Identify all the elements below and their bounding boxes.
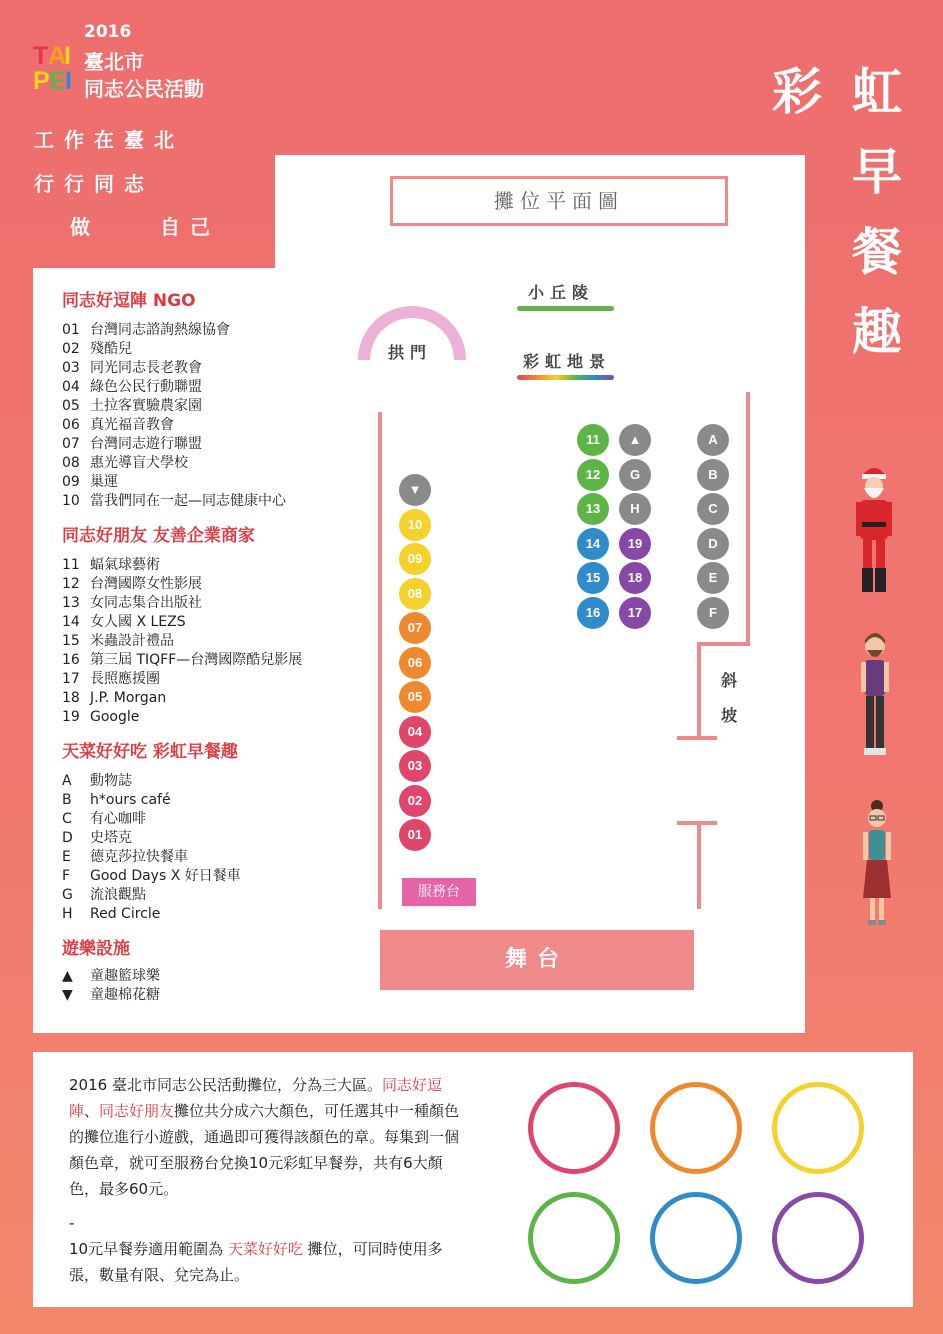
booth-marker: 07 [399, 612, 431, 644]
info-text: 2016 臺北市同志公民活動攤位，分為三大區。 [69, 1076, 382, 1094]
woman-figure-icon [857, 798, 897, 930]
legend-name: Google [90, 709, 140, 725]
left-wall [378, 412, 382, 909]
booth-marker: 10 [399, 509, 431, 541]
fun-list [62, 967, 362, 1005]
legend-code: 06 [62, 417, 80, 433]
ramp-wall [697, 642, 701, 738]
legend-code: ▲ [62, 968, 73, 984]
legend-code: 19 [62, 709, 80, 725]
booth-marker: 08 [399, 578, 431, 610]
legend-code: H [62, 906, 73, 922]
legend-item [62, 810, 362, 829]
legend-name: 長照應援團 [90, 671, 160, 687]
legend-name: 女人國 X LEZS [90, 614, 186, 630]
legend-item [62, 416, 362, 435]
legend-code: 17 [62, 671, 80, 687]
booth-marker: C [697, 493, 729, 525]
booth-marker: H [619, 493, 651, 525]
legend-item [62, 632, 362, 651]
info-paragraph-1 [69, 1072, 469, 1202]
legend-item [62, 689, 362, 708]
legend-name: Red Circle [90, 906, 161, 922]
info-text: 、 [84, 1102, 100, 1120]
info-text: 攤位共分成六大顏色，可任選其中一種顏色的攤位進行小遊戲，通過即可獲得該顏色的章。每集到一個顏色章，就可至服務台兌換10元彩虹早餐券，共有6大顏色，最多60元。 [69, 1102, 460, 1198]
legend-name: 巢運 [90, 474, 118, 490]
legend-item [62, 359, 362, 378]
title-char: 趣 [852, 303, 902, 361]
logo-letter: A [48, 42, 67, 70]
legend-name: 綠色公民行動聯盟 [90, 379, 202, 395]
booth-marker: 14 [577, 528, 609, 560]
logo-letter: P [33, 67, 50, 95]
booth-marker: 06 [399, 647, 431, 679]
info-text: 攤位，可同時使用多張，數量有限、兌完為止。 [69, 1240, 443, 1284]
ramp-label: 坡 [721, 706, 744, 725]
ramp-wall-end [677, 736, 717, 740]
legend-name: 殘酷兒 [90, 341, 132, 357]
booth-marker: B [697, 459, 729, 491]
legend-name: 有心咖啡 [90, 811, 146, 827]
legend-item [62, 791, 362, 810]
header-year: 2016 [84, 22, 132, 42]
entrance-wall [697, 821, 701, 909]
legend-item [62, 556, 362, 575]
stamp-ring [772, 1192, 864, 1284]
title-char: 彩 [772, 63, 822, 121]
legend-name: 台灣國際女性影展 [90, 576, 202, 592]
legend-code: 10 [62, 493, 80, 509]
legend-name: 台灣同志遊行聯盟 [90, 436, 202, 452]
legend-code: 09 [62, 474, 80, 490]
header-city: 臺北市 [84, 50, 144, 74]
legend-item [62, 454, 362, 473]
info-paragraph-2 [69, 1236, 469, 1288]
legend-name: 第三屆 TIQFF—台灣國際酷兒影展 [90, 652, 303, 668]
legend [62, 286, 362, 1005]
logo-letter: T [33, 42, 49, 70]
legend-code: 03 [62, 360, 80, 376]
booth-marker: 12 [577, 459, 609, 491]
booth-marker: 11 [577, 424, 609, 456]
booth-marker: 04 [399, 716, 431, 748]
rainbow-marker [517, 375, 614, 380]
legend-code: 05 [62, 398, 80, 414]
booth-marker: 01 [399, 819, 431, 851]
legend-item [62, 848, 362, 867]
food-list [62, 772, 362, 924]
legend-name: 真光福音教會 [90, 417, 174, 433]
legend-item [62, 867, 362, 886]
legend-name: 同光同志長老教會 [90, 360, 202, 376]
legend-code: C [62, 811, 72, 827]
map-title: 攤位平面圖 [390, 176, 728, 226]
info-dash: - [69, 1214, 75, 1232]
ramp-label: 斜 [721, 671, 744, 690]
booth-marker: 15 [577, 562, 609, 594]
booth-marker: D [697, 528, 729, 560]
stamp-ring [528, 1082, 620, 1174]
legend-code: 12 [62, 576, 80, 592]
friends-list [62, 556, 362, 727]
legend-code: 18 [62, 690, 80, 706]
booth-marker: 19 [619, 528, 651, 560]
right-wall [746, 392, 750, 644]
legend-code: 14 [62, 614, 80, 630]
legend-code: B [62, 792, 72, 808]
legend-item [62, 397, 362, 416]
logo-letter: I [65, 67, 72, 95]
legend-code: F [62, 868, 71, 884]
legend-code: D [62, 830, 73, 846]
booth-marker: 18 [619, 562, 651, 594]
header-event: 同志公民活動 [84, 77, 204, 101]
booth-marker: E [697, 562, 729, 594]
stage: 舞台 [380, 930, 694, 990]
legend-item [62, 613, 362, 632]
fun-section-title: 遊樂設施 [62, 939, 130, 959]
stamp-ring [650, 1192, 742, 1284]
stamp-ring [772, 1082, 864, 1174]
ngo-list [62, 321, 362, 511]
stamp-ring [650, 1082, 742, 1174]
logo-letter: E [49, 67, 66, 95]
title-char: 早 [852, 143, 902, 201]
legend-name: J.P. Morgan [90, 690, 167, 706]
bearded-man-figure-icon [857, 630, 893, 762]
legend-name: 米蟲設計禮品 [90, 633, 174, 649]
booth-marker: ▼ [399, 474, 431, 506]
legend-name: 史塔克 [90, 830, 132, 846]
info-highlight: 同志好朋友 [99, 1102, 175, 1120]
food-section-title: 天菜好好吃 彩虹早餐趣 [62, 742, 238, 762]
legend-item [62, 321, 362, 340]
ramp-wall-top [697, 642, 750, 646]
booth-marker: G [619, 459, 651, 491]
booth-marker: F [697, 597, 729, 629]
stamp-ring [528, 1192, 620, 1284]
legend-code: 13 [62, 595, 80, 611]
legend-code: 16 [62, 652, 80, 668]
legend-item [62, 905, 362, 924]
legend-item [62, 651, 362, 670]
legend-item [62, 772, 362, 791]
hill-label: 小丘陵 [528, 283, 595, 302]
booth-marker: 16 [577, 597, 609, 629]
legend-code: A [62, 773, 72, 789]
legend-code: E [62, 849, 71, 865]
slogan-line-3: 做 自己 [70, 215, 220, 239]
legend-code: 15 [62, 633, 80, 649]
legend-name: 台灣同志諮詢熱線協會 [90, 322, 230, 338]
booth-marker: 17 [619, 597, 651, 629]
legend-item [62, 670, 362, 689]
legend-name: 當我們同在一起—同志健康中心 [90, 493, 286, 509]
info-highlight: 同志好逗陣 [69, 1076, 442, 1120]
legend-item [62, 492, 362, 511]
legend-name: 女同志集合出版社 [90, 595, 202, 611]
logo-letter: I [64, 42, 71, 70]
legend-item [62, 829, 362, 848]
booth-marker: 05 [399, 681, 431, 713]
legend-code: G [62, 887, 73, 903]
legend-name: 動物誌 [90, 773, 132, 789]
booth-marker: A [697, 424, 729, 456]
legend-item [62, 575, 362, 594]
santa-figure-icon [852, 462, 896, 598]
legend-code: 08 [62, 455, 80, 471]
legend-item [62, 435, 362, 454]
legend-code: 11 [62, 557, 80, 573]
legend-item [62, 594, 362, 613]
legend-code: 07 [62, 436, 80, 452]
booth-marker: 02 [399, 785, 431, 817]
info-highlight: 天菜好好吃 [227, 1240, 303, 1258]
booth-marker: 09 [399, 543, 431, 575]
legend-name: 德克莎拉快餐車 [90, 849, 188, 865]
info-text: 10元早餐券適用範圍為 [69, 1240, 228, 1258]
slogan-line-2: 行行同志 [34, 172, 154, 196]
legend-name: 蝠氣球藝術 [90, 557, 160, 573]
legend-name: 惠光導盲犬學校 [90, 455, 188, 471]
service-desk: 服務台 [402, 878, 476, 906]
legend-item [62, 340, 362, 359]
friends-section-title: 同志好朋友 友善企業商家 [62, 526, 255, 546]
booth-marker: ▲ [619, 424, 651, 456]
legend-name: 流浪觀點 [90, 887, 146, 903]
booth-marker: 03 [399, 750, 431, 782]
legend-name: h*ours café [90, 792, 171, 808]
legend-item [62, 886, 362, 905]
legend-name: 童趣棉花糖 [90, 987, 160, 1003]
title-char: 虹 [852, 63, 902, 121]
hill-marker [517, 306, 614, 311]
ngo-section-title: 同志好逗陣 NGO [62, 291, 196, 311]
legend-code: ▼ [62, 987, 73, 1003]
legend-name: Good Days X 好日餐車 [90, 868, 241, 884]
legend-code: 02 [62, 341, 80, 357]
legend-item [62, 986, 362, 1005]
slogan-line-1: 工作在臺北 [34, 128, 184, 152]
legend-code: 01 [62, 322, 80, 338]
legend-item [62, 967, 362, 986]
legend-item [62, 708, 362, 727]
legend-code: 04 [62, 379, 80, 395]
taipei-logo [33, 44, 77, 96]
arch-label: 拱門 [388, 343, 433, 362]
rainbow-label: 彩虹地景 [523, 352, 612, 371]
legend-item [62, 473, 362, 492]
title-char: 餐 [852, 223, 902, 281]
legend-item [62, 378, 362, 397]
legend-name: 土拉客實驗農家園 [90, 398, 202, 414]
legend-name: 童趣籃球樂 [90, 968, 160, 984]
booth-marker: 13 [577, 493, 609, 525]
